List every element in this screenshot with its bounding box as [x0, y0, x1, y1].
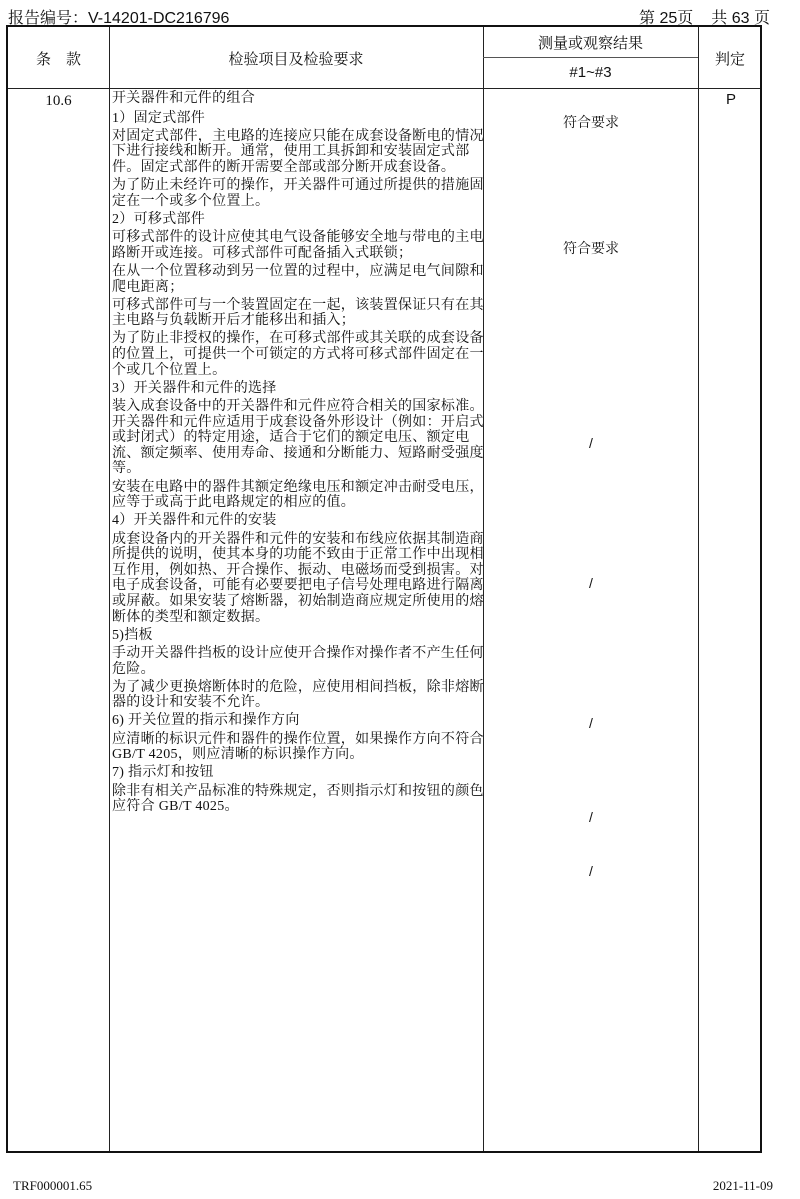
paragraph: 为了减少更换熔断体时的危险，应使用相间挡板，除非熔断器的设计和安装不允许。	[112, 679, 484, 711]
header-clause: 条 款	[35, 51, 81, 68]
paragraph: 装入成套设备中的开关器件和元件应符合相关的国家标准。开关器件和元件应适用于成套设备外形设计（例如：开启式或封闭式）的特定用途，适合于它们的额定电压、额定电流、额定频率、使用寿命、接通和分断能力、短路耐受强度等。	[112, 399, 484, 477]
paragraph: 应清晰的标识元件和器件的操作位置，如果操作方向不符合 GB/T 4205，则应清晰的标识操作方向。	[112, 731, 484, 763]
report-number: 报告编号：V-14201-DC216796	[8, 10, 230, 27]
paragraph: 除非有相关产品标准的特殊规定，否则指示灯和按钮的颜色应符合 GB/T 4025。	[112, 783, 484, 815]
paragraph: 为了防止非授权的操作，在可移式部件或其关联的成套设备的位置上，可提供一个可锁定的方式将可移式部件固定在一个或几个位置上。	[112, 331, 484, 378]
subheader-line	[483, 57, 698, 58]
section-title: 开关器件和元件的组合	[112, 91, 255, 106]
form-code: TRF000001.65	[13, 1178, 93, 1193]
clause-number: 10.6	[45, 93, 72, 109]
page-total: 共 63 页	[711, 10, 770, 27]
header-result-sub: #1~#3	[569, 64, 612, 81]
paragraph: 在从一个位置移动到另一位置的过程中，应满足电气间隙和爬电距离；	[112, 263, 484, 295]
paragraph: 安装在电路中的器件其额定绝缘电压和额定冲击耐受电压，应等于或高于此电路规定的相应的值。	[112, 479, 484, 511]
result-2: 符合要求	[563, 242, 619, 257]
subsection-heading: 1）固定式部件	[112, 110, 206, 126]
subsection-heading: 6) 开关位置的指示和操作方向	[112, 713, 300, 729]
subsection-heading: 4）开关器件和元件的安装	[112, 513, 277, 529]
paragraph: 可移式部件可与一个装置固定在一起，该装置保证只有在其主电路与负载断开后才能移出和插入；	[112, 297, 484, 329]
requirement-text	[112, 91, 484, 817]
verdict: P	[725, 91, 736, 108]
paragraph: 可移式部件的设计应使其电气设备能够安全地与带电的主电路断开或连接。可移式部件可配备插入式联锁；	[112, 230, 484, 261]
result-7: /	[589, 863, 593, 879]
header-result-group: 测量或观察结果	[537, 35, 643, 52]
paragraph: 成套设备内的开关器件和元件的安装和布线应依据其制造商所提供的说明，使其本身的功能不致由于正常工作中出现相互作用，例如热、开合操作、振动、电磁场而受到损害。对电子成套设备，可能有必要要把电子信号处理电路进行隔离或屏蔽。如果安装了熔断器，初始制造商应规定所使用的熔断体的类型和额定数据。	[112, 531, 484, 625]
header-item: 检验项目及检验要求	[228, 51, 364, 68]
subsection-heading: 2）可移式部件	[112, 211, 206, 227]
paragraph: 对固定式部件，主电路的连接应只能在成套设备断电的情况下进行接线和断开。通常，使用工具拆卸和安装固定式部件。固定式部件的断开需要全部或部分断开成套设备。	[112, 128, 484, 175]
result-4: /	[589, 575, 593, 591]
header-verdict: 判定	[714, 51, 745, 68]
subsection-heading: 7) 指示灯和按钮	[112, 765, 214, 781]
result-6: /	[589, 809, 593, 825]
header-bottom-line	[8, 88, 760, 89]
paragraph: 手动开关器件挡板的设计应使开合操作对操作者不产生任何危险。	[112, 645, 484, 677]
subsection-heading: 5)挡板	[112, 627, 153, 643]
page-current: 第 25页	[639, 10, 694, 27]
subsection-heading: 3）开关器件和元件的选择	[112, 380, 277, 396]
paragraph: 为了防止未经许可的操作，开关器件可通过所提供的措施固定在一个或多个位置上。	[112, 178, 484, 209]
column-divider	[698, 27, 699, 1151]
footer-date: 2021-11-09	[712, 1178, 773, 1193]
result-5: /	[589, 715, 593, 731]
column-divider	[109, 27, 110, 1151]
result-3: /	[589, 435, 593, 451]
inspection-table	[6, 25, 762, 1153]
result-1: 符合要求	[563, 116, 619, 131]
